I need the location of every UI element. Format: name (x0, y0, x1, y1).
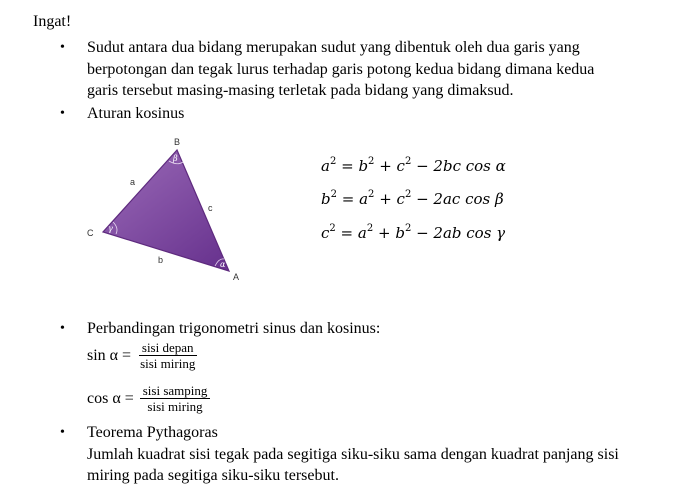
sin-label: sin α = (87, 347, 132, 364)
cos-denominator: sisi miring (147, 399, 203, 414)
sudut-bidang-paragraph (87, 37, 594, 102)
formula-cos-rule-c: $c^2 = a^2 + b^2 - 2ab$ cos γ (321, 223, 506, 242)
text-line: garis tersebut masing-masing terletak pada bidang yang dimaksud. (87, 82, 514, 99)
angle-label-beta: β (173, 154, 178, 163)
bullet-marker: • (60, 106, 65, 121)
text-line: Sudut antara dua bidang merupakan sudut yang dibentuk oleh dua garis yang (87, 39, 580, 56)
side-label-b: b (158, 255, 164, 265)
vertex-label-c: C (87, 228, 94, 238)
side-label-c: c (208, 203, 213, 213)
trigonometri-title: Perbandingan trigonometri sinus dan kosinus: (87, 320, 381, 337)
cos-numerator: sisi samping (140, 383, 211, 399)
triangle-diagram (83, 134, 263, 284)
vertex-label-a: A (233, 272, 240, 282)
sin-fraction (137, 340, 198, 372)
formula-cos-rule-b: $b^2 = a^2 + c^2 - 2ac$ cos β (321, 189, 504, 208)
bullet-marker: • (60, 425, 65, 440)
text-line: miring pada segitiga siku-siku tersebut. (87, 467, 339, 484)
text-line: berpotongan dan tegak lurus terhadap garis potong kedua bidang dimana kedua (87, 60, 595, 78)
heading-ingat: Ingat! (33, 13, 72, 30)
cos-fraction (140, 383, 211, 415)
sin-denominator: sisi miring (140, 356, 196, 371)
cos-formula (87, 383, 210, 415)
sin-numerator: sisi depan (139, 340, 197, 356)
sin-formula (87, 340, 198, 372)
aturan-kosinus-title: Aturan kosinus (87, 105, 185, 122)
side-label-a: a (130, 177, 136, 187)
vertex-label-b: B (174, 137, 181, 147)
cos-label: cos α = (87, 390, 134, 407)
bullet-marker: • (60, 321, 65, 336)
text-line: Jumlah kuadrat sisi tegak pada segitiga siku-siku sama dengan kuadrat panjang sisi (87, 445, 619, 463)
formula-cos-rule-a: $a^2 = b^2 + c^2 - 2bc$ cos α (321, 156, 506, 175)
pythagoras-title: Teorema Pythagoras (87, 424, 218, 441)
angle-label-gamma: γ (108, 224, 113, 233)
angle-label-alpha: α (220, 260, 226, 269)
pythagoras-section (87, 422, 619, 487)
bullet-marker: • (60, 40, 65, 55)
